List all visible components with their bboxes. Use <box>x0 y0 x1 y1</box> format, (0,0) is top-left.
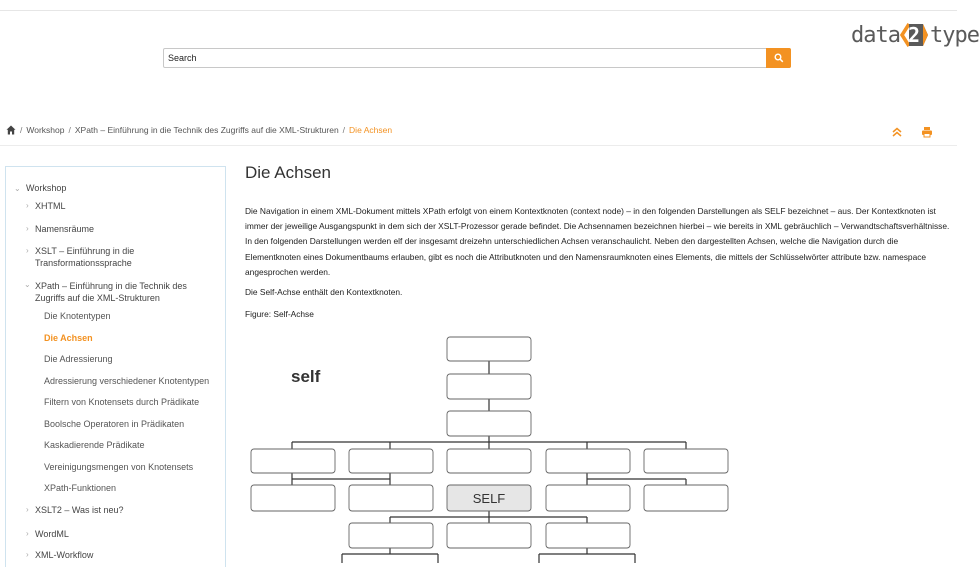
sidebar-item-xslt2[interactable]: XSLT2 – Was ist neu? <box>35 505 124 515</box>
search-icon <box>774 53 784 63</box>
logo[interactable] <box>851 21 979 49</box>
chevron-right-icon: › <box>26 246 29 255</box>
breadcrumb-current: Die Achsen <box>349 125 393 135</box>
home-icon[interactable] <box>6 125 16 135</box>
search-input[interactable] <box>164 49 766 67</box>
breadcrumb: / Workshop / XPath – Einführung in die Technik des Zugriffs auf die XML-Strukturen / Die Achsen <box>6 125 392 135</box>
breadcrumb-xpath[interactable]: XPath – Einführung in die Technik des Zugriffs auf die XML-Strukturen <box>74 125 339 135</box>
self-axis-paragraph: Die Self-Achse enthält den Kontextknoten. <box>245 287 403 297</box>
chevron-right-icon: › <box>26 529 29 538</box>
chevron-right-icon: › <box>26 201 29 210</box>
sidebar-subitem-funktionen[interactable]: XPath-Funktionen <box>44 483 117 493</box>
search-button[interactable] <box>766 48 791 68</box>
chevron-down-icon: ⌄ <box>14 184 21 193</box>
chevron-right-icon: › <box>26 505 29 514</box>
chevron-right-icon: › <box>26 224 29 233</box>
chevron-down-icon: ⌄ <box>24 280 31 289</box>
self-axis-diagram <box>240 330 740 563</box>
chevron-right-icon: › <box>26 550 29 559</box>
sidebar-item-xpath[interactable]: XPath – Einführung in die Technik des Zugriffs auf die XML-Strukturen <box>35 281 187 303</box>
sidebar-subitem-achsen[interactable]: Die Achsen <box>44 333 93 343</box>
tree-diagram <box>240 330 740 563</box>
intro-paragraph: Die Navigation in einem XML-Dokument mittels XPath erfolgt von einem Kontextknoten (context node) – in den folgenden Darstellungen als SELF bezeichnet – aus. Der Kontextknoten ist immer der jeweilige Ausgangspunkt in dem sich der XSLT-Prozessor gerade befindet. Die Achsennamen bezeichnen hierbei – wie bereits in XML gebräuchlich – Verwandtschaftsverhältnisse. In den folgenden Darstellungen werden elf der insgesamt dreizehn unterschiedlichen Achsen veranschaulicht. Neben den dargestellten Achsen, welche die Navigation durch die Elementknoten eines Dokumentbaums erlauben, gibt es noch die Attributknoten und den Namensraumknoten eines Elements, die mittels der Schlüsselwörter attribute bzw. namespace angesprochen werden. <box>245 206 950 277</box>
print-icon[interactable] <box>921 125 933 137</box>
sidebar-subitem-knotentypen[interactable]: Die Knotentypen <box>44 311 111 321</box>
breadcrumb-workshop[interactable]: Workshop <box>26 125 65 135</box>
sidebar-item-xhtml[interactable]: XHTML <box>35 201 66 211</box>
sidebar-subitem-kaskadierende[interactable]: Kaskadierende Prädikate <box>44 440 145 450</box>
axis-label: self <box>291 367 321 386</box>
self-node-label: SELF <box>472 491 506 506</box>
sidebar-subitem-vereinigungsmengen[interactable]: Vereinigungsmengen von Knotensets <box>44 462 194 472</box>
logo-text-prefix: data <box>851 22 900 48</box>
sidebar-item-xslt[interactable]: XSLT – Einführung in die Transformationssprache <box>35 246 135 268</box>
sidebar-subitem-filtern[interactable]: Filtern von Knotensets durch Prädikate <box>44 397 200 407</box>
logo-digit: 2 <box>907 23 920 47</box>
sidebar-nav <box>5 166 226 567</box>
sidebar-item-xml-workflow[interactable]: XML-Workflow <box>35 550 94 560</box>
page-title: Die Achsen <box>245 163 331 182</box>
sidebar-subitem-adressierung[interactable]: Die Adressierung <box>44 354 113 364</box>
sidebar-item-namensraeume[interactable]: Namensräume <box>35 224 95 234</box>
sidebar-item-wordml[interactable]: WordML <box>35 529 69 539</box>
sidebar-subitem-knotentypen-adressierung[interactable]: Adressierung verschiedener Knotentypen <box>44 376 210 386</box>
logo-mark <box>901 22 929 48</box>
double-chevron-up-icon[interactable] <box>891 125 903 137</box>
top-divider <box>0 10 957 11</box>
logo-text-suffix: type <box>929 22 979 48</box>
search-bar <box>163 48 791 68</box>
sidebar-subitem-boolsche[interactable]: Boolsche Operatoren in Prädikaten <box>44 419 185 429</box>
breadcrumb-divider <box>0 145 957 146</box>
page-tools <box>891 125 933 137</box>
sidebar-item-workshop[interactable]: Workshop <box>26 183 67 193</box>
figure-caption: Figure: Self-Achse <box>245 309 314 319</box>
